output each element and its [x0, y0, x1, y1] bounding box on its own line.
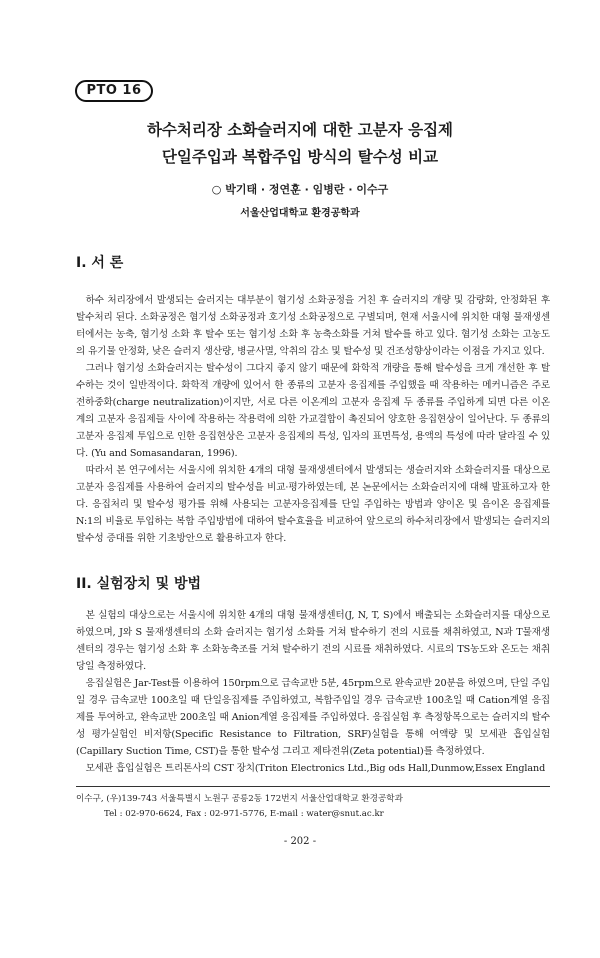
footnote: [76, 792, 550, 822]
footnote-contact: Tel : 02-970-6624, Fax : 02-971-5776, E-mail : water@snut.ac.kr: [104, 809, 384, 819]
page-number: - 202 -: [283, 836, 317, 847]
footnote-address: 이수구, (우)139-743 서울특별시 노원구 공릉2동 172번지 서울산업대학교 환경공학과: [76, 794, 403, 804]
paragraph: 응집실험은 Jar-Test를 이용하여 150rpm으로 급속교반 5분, 45rpm으로 완속교반 20분을 하였으며, 단일 주입일 경우 급속교반 100초일 때 단일응집제를 주입하였고, 복합주입일 경우 급속교반 100초일 때 Cation계열 응집제를 투여하고, 완속교반 200초일 때 Anion계열 응집제를 주입하였다. 응집실험 후 측정항목으로는 슬러지의 탈수성 평가실험인 비저항(Specific Resistance to Filtration, SRF)실험을 통해 여액량 및 모세관 흡입실험(Capillary Suction Time, CST)을 통한 탈수성 그리고 제타전위(Zeta potential)를 측정하였다.: [76, 678, 550, 757]
paragraph: 그러나 혐기성 소화슬러지는 탈수성이 그다지 좋지 않기 때문에 화학적 개량을 통해 탈수성을 크게 개선한 후 탈수하는 것이 일반적이다. 화학적 개량에 있어서 한 종류의 고분자 응집제를 주입했을 때 작용하는 메커니즘은 주로 전하중화(charge neutralization)이지만, 서로 다른 이온계의 고분자 응집제 두 종류를 주입하게 되면 다른 이온계의 고분자 응집제들 사이에 작용하는 작용력에 의한 가교결합이 촉진되어 양호한 응집현상이 일어난다. 두 종류의 고분자 응집제 투입으로 인한 응집현상은 고분자 응집제의 특성, 입자의 표면특성, 용액의 특성에 따라 달라질 수 있다. (Yu and Somasandaran, 1996).: [76, 363, 550, 459]
paragraph: 따라서 본 연구에서는 서울시에 위치한 4개의 대형 물재생센터에서 발생되는 생슬러지와 소화슬러지를 대상으로 고분자 응집제를 사용하여 슬러지의 탈수성을 비교·평가하였는데, 본 논문에서는 소화슬러지에 대해 발표하고자 한다. 응집처리 및 탈수성 평가를 위해 사용되는 고분자응집제를 단일 주입하는 방법과 양이온 및 음이온 응집제를 N:1의 비율로 투입하는 복합 주입방법에 대하여 탈수효율을 비교하여 앞으로의 하수처리장에서 발생되는 슬러지의 탈수성 증대를 위한 기초방안으로 활용하고자 한다.: [76, 465, 550, 544]
section-body-introduction: [76, 292, 550, 547]
paragraph: 하수 처리장에서 발생되는 슬러지는 대부분이 혐기성 소화공정을 거친 후 슬러지의 개량 및 감량화, 안정화된 후 탈수처리 된다. 소화공정은 혐기성 소화공정과 호기성 소화공정으로 구별되며, 현재 서울시에 위치한 대형 물재생센터에서는 농축, 혐기성 소화 후 탈수 또는 혐기성 소화 후 농축소화를 거쳐 탈수를 하고 있다. 혐기성 소화는 고농도의 유기물 안정화, 낮은 슬러지 생산량, 병균사멸, 악취의 감소 및 탈수성 및 건조성향상이라는 이점을 가지고 있다.: [76, 295, 550, 357]
paper-title-line-1: 하수처리장 소화슬러지에 대한 고분자 응집제: [146, 121, 454, 139]
affiliation: 서울산업대학교 환경공학과: [240, 208, 360, 219]
paragraph: 본 실험의 대상으로는 서울시에 위치한 4개의 대형 물재생센터(J, N, T, S)에서 배출되는 소화슬러지를 대상으로 하였으며, J와 S 물재생센터의 소화 슬러지는 혐기성 소화를 거쳐 탈수하기 전의 시료를 채취하였고, N과 T물재생센터의 경우는 혐기성 소화 후 소화농축조를 거쳐 탈수하기 전의 시료를 채취하였다. 시료의 TS농도와 온도는 채취 당일 측정하였다.: [76, 610, 550, 672]
section-body-methods: [76, 607, 550, 777]
paragraph: 모세관 흡입실험은 트리톤사의 CST 장치(Triton Electronics Ltd.,Big ods Hall,Dunmow,Essex England: [85, 763, 546, 774]
section-heading-introduction: I. 서 론: [76, 255, 124, 271]
author-list: ○ 박기태 · 정연훈 · 임병란 · 이수구: [211, 183, 389, 196]
section-heading-methods: II. 실험장치 및 방법: [76, 576, 202, 592]
paper-title-line-2: 단일주입과 복합주입 방식의 탈수성 비교: [161, 148, 439, 166]
session-badge: PTO 16: [75, 80, 153, 102]
footnote-divider: [76, 786, 550, 787]
